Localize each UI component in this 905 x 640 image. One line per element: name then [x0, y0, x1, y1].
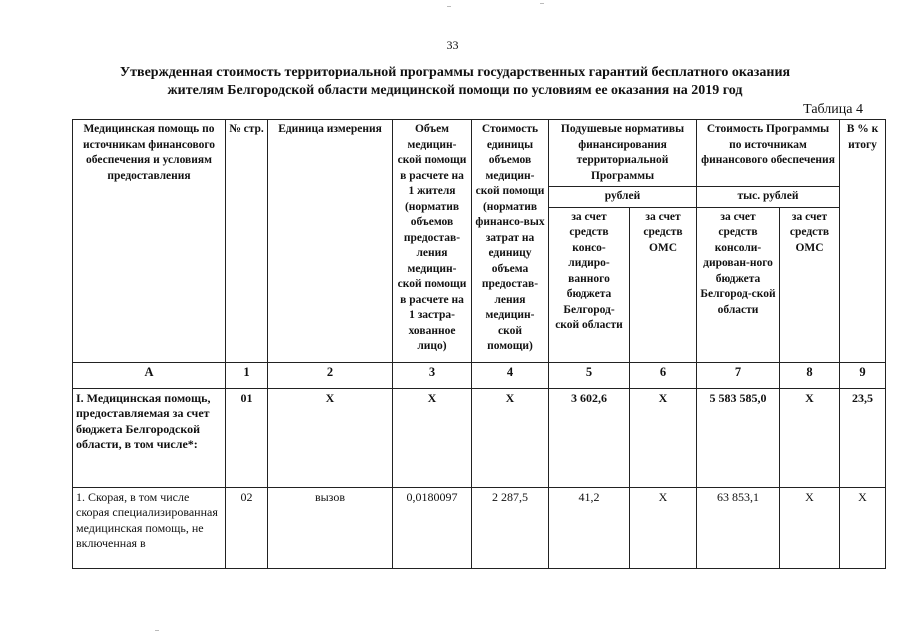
title-line-1: Утвержденная стоимость территориальной программы государственных гарантий бесплатного оказания: [119, 65, 791, 80]
row-unit-cost: Х: [472, 388, 549, 487]
header-cost-oms: за счет средств ОМС: [780, 207, 840, 362]
header-unit-cost: Стоимость единицы объемов медицин-ской помощи (норматив финансо-вых затрат на единицу объема предостав-ления медицин-ской помощи): [472, 120, 549, 363]
column-number: 7: [697, 362, 780, 388]
row-line-number: 02: [226, 487, 268, 568]
column-number: 6: [630, 362, 697, 388]
row-unit: Х: [268, 388, 393, 487]
row-per-capita-oms: Х: [630, 487, 697, 568]
header-cost-budget: за счет средств консоли-дирован-ного бюджета Белгород-ской области: [697, 207, 780, 362]
row-volume: Х: [393, 388, 472, 487]
row-per-capita-budget: 3 602,6: [549, 388, 630, 487]
header-service: Медицинская помощь по источникам финансового обеспечения и условиям предоставления: [73, 120, 226, 363]
table-row: [73, 487, 886, 568]
row-per-capita-oms: Х: [630, 388, 697, 487]
row-unit-cost: 2 287,5: [472, 487, 549, 568]
row-percent: Х: [840, 487, 886, 568]
row-name: I. Медицинская помощь, предоставляемая за счет бюджета Белгородской области, в том числе*:: [73, 388, 226, 487]
header-unit-rubles: рублей: [549, 187, 697, 208]
header-percent: В % к итогу: [840, 120, 886, 363]
column-number: 4: [472, 362, 549, 388]
header-line-number: № стр.: [226, 120, 268, 363]
header-unit-thousand-rubles: тыс. рублей: [697, 187, 840, 208]
header-volume: Объем медицин-ской помощи в расчете на 1 жителя (норматив объемов предостав-ления медицин-ской помощи в расчете на 1 застра-хованное лицо): [393, 120, 472, 363]
column-number-row: [73, 362, 886, 388]
column-number: А: [73, 362, 226, 388]
program-cost-table: [72, 119, 886, 569]
table-row: [73, 388, 886, 487]
column-number: 8: [780, 362, 840, 388]
header-unit: Единица измерения: [268, 120, 393, 363]
scan-artifact: [540, 3, 544, 4]
column-number: 9: [840, 362, 886, 388]
column-number: 2: [268, 362, 393, 388]
header-per-capita-oms: за счет средств ОМС: [630, 207, 697, 362]
row-per-capita-budget: 41,2: [549, 487, 630, 568]
page-number: 33: [446, 38, 459, 52]
table-caption: Таблица 4: [803, 102, 863, 117]
row-cost-oms: Х: [780, 388, 840, 487]
document-title: [60, 64, 850, 100]
row-name: 1. Скорая, в том числе скорая специализированная медицинская помощь, не включенная в: [73, 487, 226, 568]
header-per-capita-group: Подушевые нормативы финансирования территориальной Программы: [549, 120, 697, 187]
row-volume: 0,0180097: [393, 487, 472, 568]
row-cost-budget: 5 583 585,0: [697, 388, 780, 487]
row-cost-budget: 63 853,1: [697, 487, 780, 568]
row-line-number: 01: [226, 388, 268, 487]
row-percent: 23,5: [840, 388, 886, 487]
scan-artifact: [155, 630, 159, 631]
column-number: 1: [226, 362, 268, 388]
header-program-cost-group: Стоимость Программы по источникам финансового обеспечения: [697, 120, 840, 187]
header-per-capita-budget: за счет средств консо-лидиро-ванного бюджета Белгород-ской области: [549, 207, 630, 362]
title-line-2: жителям Белгородской области медицинской помощи по условиям ее оказания на 2019 год: [167, 83, 743, 98]
row-cost-oms: Х: [780, 487, 840, 568]
row-unit: вызов: [268, 487, 393, 568]
column-number: 3: [393, 362, 472, 388]
column-number: 5: [549, 362, 630, 388]
scan-artifact: [447, 6, 451, 7]
